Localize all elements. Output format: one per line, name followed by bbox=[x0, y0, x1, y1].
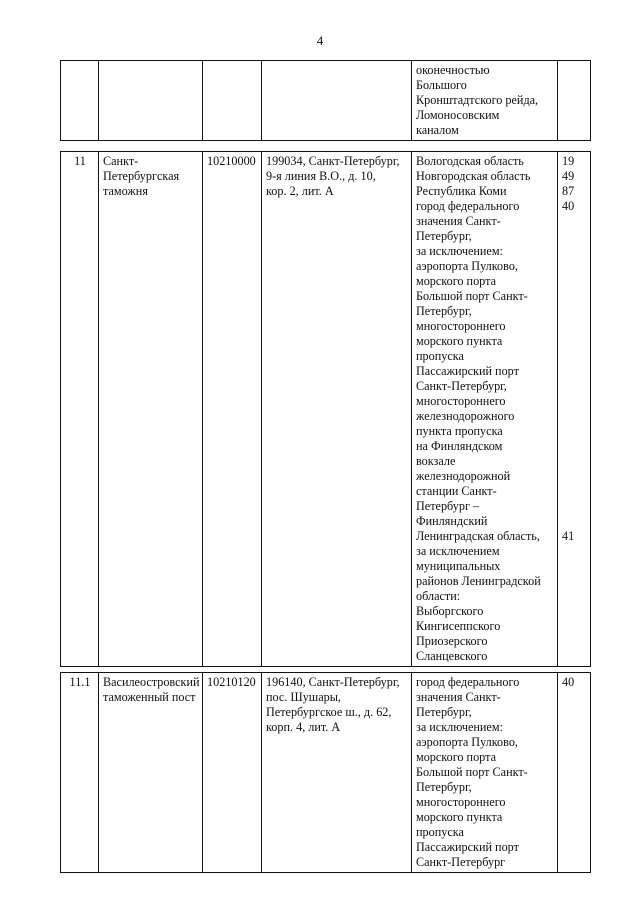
region-line: Ленинградская область, bbox=[416, 529, 540, 543]
region-code-spacer bbox=[562, 469, 587, 484]
region-line: вокзале bbox=[416, 454, 456, 468]
region-line: Большой порт Санкт- bbox=[416, 765, 528, 779]
region-code-spacer bbox=[562, 705, 587, 720]
customs-code-cell bbox=[203, 152, 262, 667]
region-line: город федерального bbox=[416, 675, 520, 689]
address-line: пос. Шушары, bbox=[266, 690, 341, 704]
region-line: многостороннего bbox=[416, 319, 506, 333]
region-line: многостороннего bbox=[416, 795, 506, 809]
region-code-spacer bbox=[562, 780, 587, 795]
region-line: значения Санкт- bbox=[416, 690, 501, 704]
row-number: 11 bbox=[74, 154, 86, 168]
customs-table-11 bbox=[60, 151, 591, 667]
row-number: 11.1 bbox=[69, 675, 91, 689]
region-line: многостороннего bbox=[416, 394, 506, 408]
region-code-spacer bbox=[562, 825, 587, 840]
region-code-spacer bbox=[562, 840, 587, 855]
region-code-spacer bbox=[562, 229, 587, 244]
region-code-spacer bbox=[562, 499, 587, 514]
region-line: Вологодская область bbox=[416, 154, 524, 168]
region-line: Выборгского bbox=[416, 604, 484, 618]
region-line: железнодорожного bbox=[416, 409, 515, 423]
region-code-spacer bbox=[562, 244, 587, 259]
region-line: Петербург, bbox=[416, 705, 472, 719]
region-code-spacer bbox=[562, 484, 587, 499]
customs-code: 10210120 bbox=[207, 675, 256, 689]
address-cell bbox=[262, 152, 412, 667]
region-code-spacer bbox=[562, 454, 587, 469]
table-row bbox=[61, 152, 591, 667]
region-line: Санкт-Петербург bbox=[416, 855, 506, 869]
region-line: пропуска bbox=[416, 825, 464, 839]
customs-code-cell bbox=[203, 673, 262, 873]
table-body bbox=[61, 673, 591, 873]
region-code-cell bbox=[558, 673, 591, 873]
region-code-spacer bbox=[562, 649, 587, 664]
region-line: Петербург – bbox=[416, 499, 480, 513]
region-code-spacer bbox=[562, 108, 587, 123]
page-number: 4 bbox=[316, 33, 324, 48]
region-line: Петербург, bbox=[416, 304, 472, 318]
region-code-spacer bbox=[562, 634, 587, 649]
region-line: каналом bbox=[416, 123, 459, 137]
customs-name-line: Василеостровский bbox=[103, 675, 200, 689]
region-line: значения Санкт- bbox=[416, 214, 501, 228]
address-line: 196140, Санкт-Петербург, bbox=[266, 675, 400, 689]
customs-name-line: таможня bbox=[103, 184, 148, 198]
region-code-spacer bbox=[562, 604, 587, 619]
address-line: 9-я линия В.О., д. 10, bbox=[266, 169, 376, 183]
region-code-cell bbox=[558, 61, 591, 141]
customs-name-cell bbox=[99, 61, 203, 141]
region-line: Финляндский bbox=[416, 514, 488, 528]
region-code-spacer bbox=[562, 810, 587, 825]
region-line: морского пункта bbox=[416, 810, 503, 824]
region-code-spacer bbox=[562, 589, 587, 604]
region-line: за исключением: bbox=[416, 244, 503, 258]
table-body bbox=[61, 152, 591, 667]
region-line: Петербург, bbox=[416, 229, 472, 243]
region-line: на Финляндском bbox=[416, 439, 503, 453]
region-code-spacer bbox=[562, 289, 587, 304]
table-row bbox=[61, 61, 591, 141]
region-code-spacer bbox=[562, 439, 587, 454]
address-cell bbox=[262, 61, 412, 141]
region-code-cell bbox=[558, 152, 591, 667]
address-line: кор. 2, лит. А bbox=[266, 184, 334, 198]
region-code-spacer bbox=[562, 690, 587, 705]
region-line: пункта пропуска bbox=[416, 424, 503, 438]
region-code-spacer bbox=[562, 214, 587, 229]
region-line: железнодорожной bbox=[416, 469, 511, 483]
region-code-spacer bbox=[562, 63, 587, 78]
region-code: 19 bbox=[562, 154, 575, 168]
customs-table-11-1 bbox=[60, 672, 591, 873]
customs-code: 10210000 bbox=[207, 154, 256, 168]
region-cell bbox=[412, 673, 558, 873]
region-line: морского пункта bbox=[416, 334, 503, 348]
region-code-spacer bbox=[562, 619, 587, 634]
address-cell bbox=[262, 673, 412, 873]
region-code-spacer bbox=[562, 78, 587, 93]
customs-name-line: таможенный пост bbox=[103, 690, 196, 704]
row-number-cell bbox=[61, 61, 99, 141]
region-line: Ломоносовским bbox=[416, 108, 500, 122]
address-line: Петербургское ш., д. 62, bbox=[266, 705, 392, 719]
region-line: Санкт-Петербург, bbox=[416, 379, 507, 393]
region-line: районов Ленинградской bbox=[416, 574, 541, 588]
region-line: Кронштадтского рейда, bbox=[416, 93, 539, 107]
region-code-spacer bbox=[562, 765, 587, 780]
region-line: станции Санкт- bbox=[416, 484, 497, 498]
customs-code-cell bbox=[203, 61, 262, 141]
region-line: город федерального bbox=[416, 199, 520, 213]
continuation-table bbox=[60, 60, 591, 141]
customs-name-cell bbox=[99, 152, 203, 667]
region-line: области: bbox=[416, 589, 461, 603]
region-code: 49 bbox=[562, 169, 575, 183]
region-line: Пассажирский порт bbox=[416, 840, 519, 854]
region-code: 41 bbox=[562, 529, 575, 543]
region-code-spacer bbox=[562, 514, 587, 529]
region-line: пропуска bbox=[416, 349, 464, 363]
region-cell bbox=[412, 61, 558, 141]
region-line: Республика Коми bbox=[416, 184, 507, 198]
region-code-spacer bbox=[562, 349, 587, 364]
region-code-spacer bbox=[562, 750, 587, 765]
region-code-spacer bbox=[562, 364, 587, 379]
region-line: Петербург, bbox=[416, 780, 472, 794]
region-code-spacer bbox=[562, 394, 587, 409]
region-code-spacer bbox=[562, 93, 587, 108]
region-code-spacer bbox=[562, 319, 587, 334]
region-line: морского порта bbox=[416, 274, 496, 288]
region-code-spacer bbox=[562, 274, 587, 289]
region-code-spacer bbox=[562, 379, 587, 394]
region-code-spacer bbox=[562, 544, 587, 559]
region-line: Новгородская область bbox=[416, 169, 531, 183]
region-code: 40 bbox=[562, 675, 575, 689]
region-line: Большой порт Санкт- bbox=[416, 289, 528, 303]
table-row bbox=[61, 673, 591, 873]
customs-name-line: Санкт- bbox=[103, 154, 139, 168]
region-code-spacer bbox=[562, 735, 587, 750]
address-line: 199034, Санкт-Петербург, bbox=[266, 154, 400, 168]
region-code-spacer bbox=[562, 795, 587, 810]
region-line: Сланцевского bbox=[416, 649, 488, 663]
region-code-spacer bbox=[562, 574, 587, 589]
region-line: Приозерского bbox=[416, 634, 488, 648]
region-line: морского порта bbox=[416, 750, 496, 764]
customs-name-cell bbox=[99, 673, 203, 873]
region-code: 40 bbox=[562, 199, 575, 213]
region-code-spacer bbox=[562, 720, 587, 735]
region-line: Кингисеппского bbox=[416, 619, 501, 633]
region-code-spacer bbox=[562, 559, 587, 574]
address-line: корп. 4, лит. А bbox=[266, 720, 341, 734]
row-number-cell bbox=[61, 673, 99, 873]
region-line: аэропорта Пулково, bbox=[416, 259, 518, 273]
region-line: за исключением: bbox=[416, 720, 503, 734]
region-line: Пассажирский порт bbox=[416, 364, 519, 378]
table-body bbox=[61, 61, 591, 141]
region-line: муниципальных bbox=[416, 559, 501, 573]
region-code: 87 bbox=[562, 184, 575, 198]
region-line: Большого bbox=[416, 78, 467, 92]
region-line: за исключением bbox=[416, 544, 500, 558]
row-number-cell bbox=[61, 152, 99, 667]
region-code-spacer bbox=[562, 304, 587, 319]
region-code-spacer bbox=[562, 334, 587, 349]
region-code-spacer bbox=[562, 259, 587, 274]
region-line: оконечностью bbox=[416, 63, 490, 77]
region-cell bbox=[412, 152, 558, 667]
region-code-spacer bbox=[562, 424, 587, 439]
customs-name-line: Петербургская bbox=[103, 169, 180, 183]
region-code-spacer bbox=[562, 409, 587, 424]
region-line: аэропорта Пулково, bbox=[416, 735, 518, 749]
region-code-spacer bbox=[562, 855, 587, 870]
